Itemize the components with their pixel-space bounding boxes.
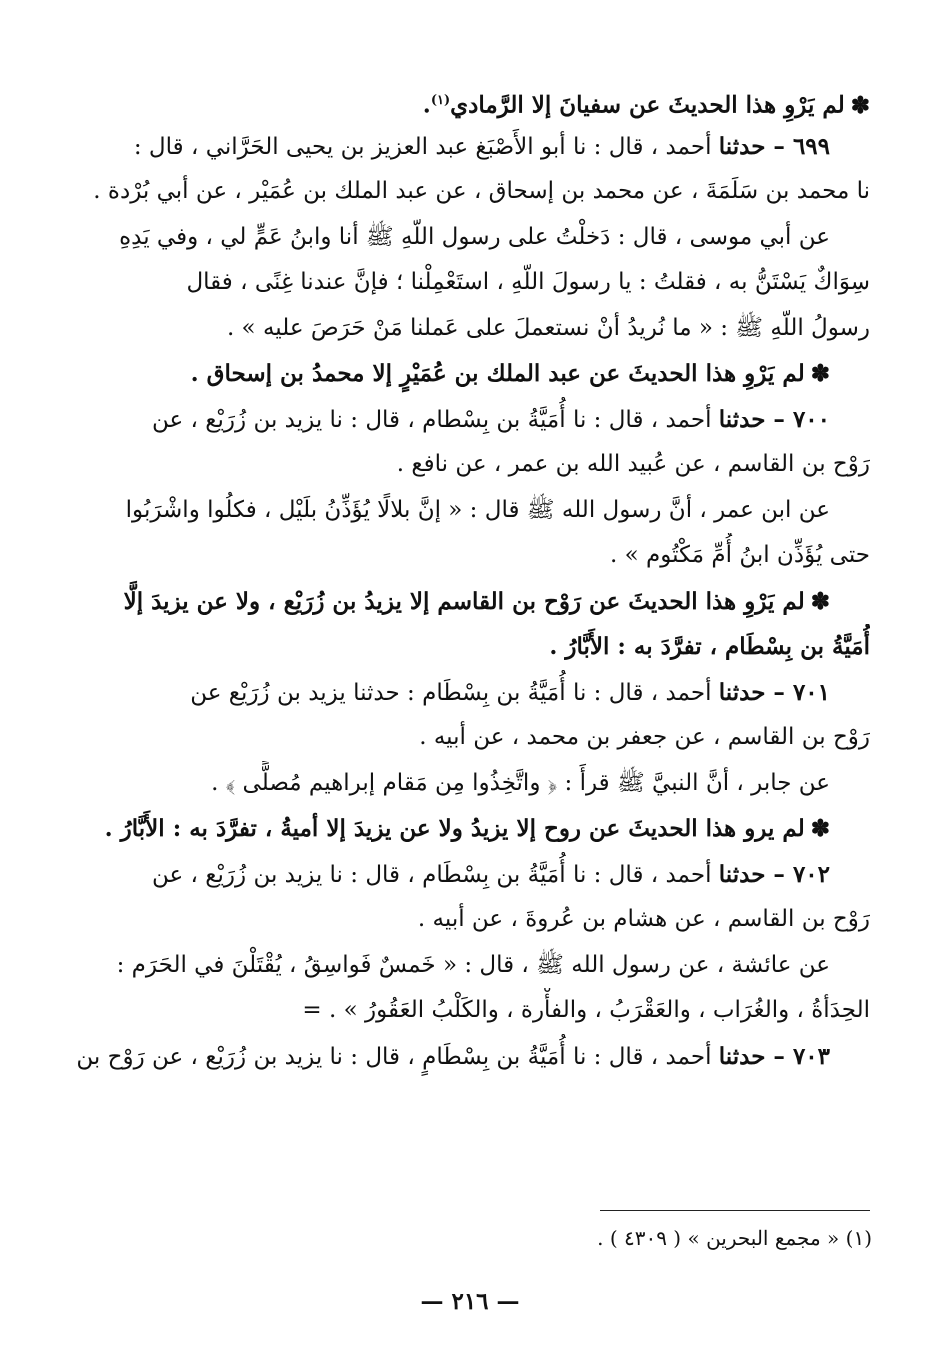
text-line: عن جابر ، أنَّ النبيَّ ﷺ قرأَ : ﴿ واتَّخِذُوا مِن مَقام إبراهيم مُصلًّى ﴾ . bbox=[211, 769, 830, 796]
text-line: رَوْح بن القاسم ، عن جعفر بن محمد ، عن أبيه . bbox=[419, 724, 870, 750]
hadith-line: ٧٠٠ – حدثنا أحمد ، قال : نا أُمَيَّةُ بن بِسْطام ، قال : نا يزيد بن زُرَيْع ، عن bbox=[152, 405, 830, 433]
hadith-line: ٧٠٣ – حدثنا أحمد ، قال : نا أُمَيَّةُ بن بِسْطَامٍ ، قال : نا يزيد بن زُرَيْع ، عن رَوْح بن bbox=[76, 1042, 830, 1070]
text-line: رَوْح بن القاسم ، عن هشام بن عُروةَ ، عن أبيه . bbox=[417, 906, 870, 932]
page-body bbox=[40, 78, 870, 1079]
text-line: عن أبي موسى ، قال : دَخلْتُ على رسول اللّهِ ﷺ أنا وابنُ عَمٍّ لي ، وفي يَدِهِ bbox=[119, 223, 830, 250]
text-line: حتى يُؤَذِّن ابنُ أُمِّ مَكْتُوم » . bbox=[609, 542, 870, 568]
text-line: الحِدَأةُ ، والغُرَاب ، والعَقْرَبُ ، والفأْرة ، والكَلْبُ العَقُورُ » . = bbox=[302, 997, 870, 1023]
text-line: عن ابن عمر ، أنَّ رسول الله ﷺ قال : « إنَّ بلالًا يُؤَذِّنُ بلَيْل ، فكلُوا واشْرَبُوا bbox=[125, 496, 830, 523]
footnote: (١) « مجمع البحرين » ( ٤٣٠٩ ) . bbox=[597, 1226, 872, 1250]
note-line: ✽لم يَرْوِ هذا الحديثَ عن عبد الملك بن عُمَيْرٍ إلا محمدُ بن إسحاق . bbox=[190, 360, 830, 387]
page-number: — ٢١٦ — bbox=[420, 1288, 520, 1315]
text-line: سِوَاكٌ يَسْتَنُّ به ، فقلتُ : يا رسولَ اللّهِ ، استَعْمِلْنا ؛ فإنَّ عندنا غِنًى ، فقال bbox=[186, 269, 870, 295]
text-line: رسولُ اللّهِ ﷺ : « ما نُريدُ أنْ نستعملَ على عَملنا مَنْ حَرَصَ عليه » . bbox=[226, 314, 870, 341]
asterisk-icon: ✽ bbox=[810, 587, 830, 615]
text-line: رَوْح بن القاسم ، عن عُبيد الله بن عمر ، عن نافع . bbox=[396, 451, 870, 477]
asterisk-icon: ✽ bbox=[810, 815, 830, 842]
note-line: ✽لم يَرْوِ هذا الحديثَ عن رَوْح بن القاسم إلا يزيدُ بن زُرَيْع ، ولا عن يزيدَ إلَّا bbox=[123, 587, 830, 615]
note-line: أُمَيَّةُ بن بِسْطَام ، تفرَّدَ به : الأَبَّارُ . bbox=[549, 633, 870, 660]
hadith-line: ٧٠١ – حدثنا أحمد ، قال : نا أُمَيَّةُ بن بِسْطَام : حدثنا يزيد بن زُرَيْع عن bbox=[190, 678, 830, 706]
footnote-divider bbox=[600, 1210, 870, 1211]
hadith-line: ٦٩٩ – حدثنا أحمد ، قال : نا أبو الأَصْبَغ عبد العزيز بن يحيى الحَرَّاني ، قال : bbox=[133, 132, 830, 160]
note-line: ✽لم يَرْوِ هذا الحديثَ عن سفيانَ إلا الرَّمادي$^{(١)}$. bbox=[422, 91, 870, 119]
note-line: ✽لم يرو هذا الحديثَ عن روح إلا يزيدُ ولا عن يزيدَ إلا أميةُ ، تفرَّدَ به : الأَبَّارُ . bbox=[104, 815, 830, 842]
asterisk-icon: ✽ bbox=[850, 91, 870, 119]
hadith-line: ٧٠٢ – حدثنا أحمد ، قال : نا أُمَيَّةُ بن بِسْطَام ، قال : نا يزيد بن زُرَيْع ، عن bbox=[152, 860, 830, 888]
asterisk-icon: ✽ bbox=[810, 360, 830, 387]
text-line: عن عائشة ، عن رسول الله ﷺ ، قال : « خَمسٌ فَواسِقُ ، يُقْتَلْنَ في الحَرَم : bbox=[116, 951, 830, 978]
text-line: نا محمد بن سَلَمَةَ ، عن محمد بن إسحاق ، عن عبد الملك بن عُمَيْر ، عن أبي بُرْدة . bbox=[93, 178, 870, 204]
